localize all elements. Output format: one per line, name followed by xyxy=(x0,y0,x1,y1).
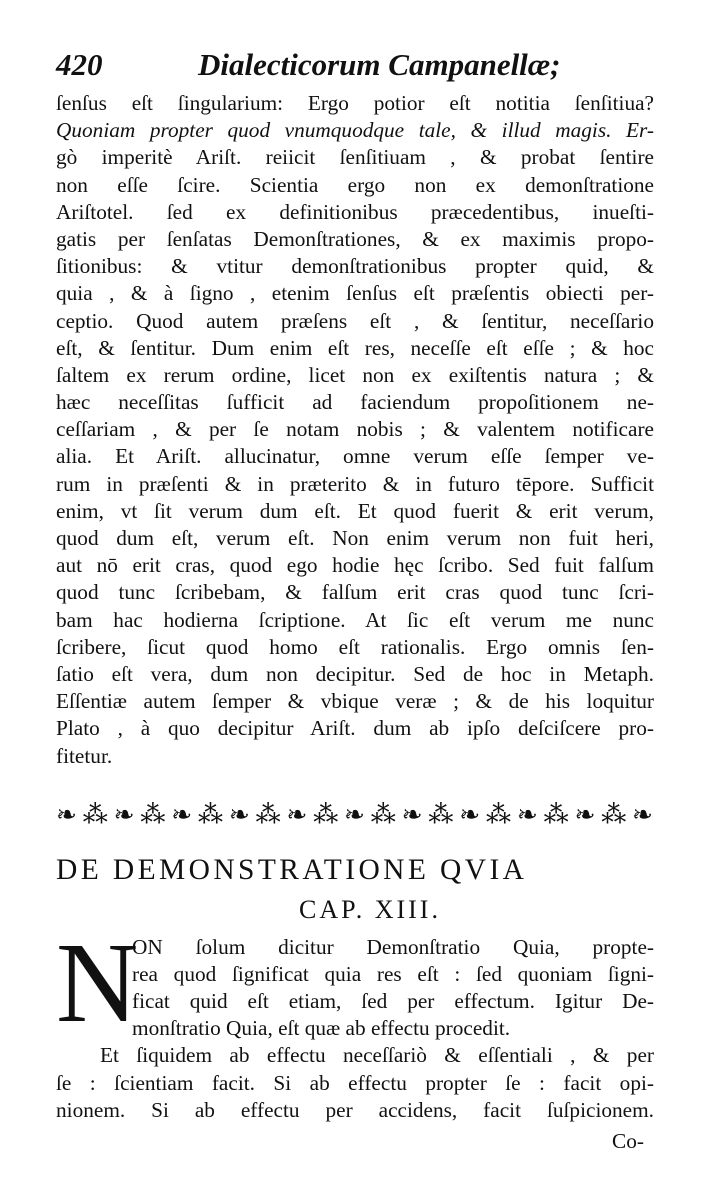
body-text-section-2 xyxy=(56,918,654,1158)
ornament-band: ❧⁂❧⁂❧⁂❧⁂❧⁂❧⁂❧⁂❧⁂❧⁂❧⁂❧ xyxy=(56,801,654,829)
text-line: ceſſariam , & per ſe notam nobis ; & valentem notificare xyxy=(56,417,654,442)
running-head xyxy=(56,40,654,90)
text-line: ceptio. Quod autem præſens eſt , & ſentitur, neceſſario xyxy=(56,308,654,333)
text-line: rum in præſenti & in præterito & in futuro tēpore. Sufficit xyxy=(56,471,654,496)
chapter-number: CAP. XIII. xyxy=(299,894,441,924)
text-line: non eſſe ſcire. Scientia ergo non ex demonſtratione xyxy=(56,172,654,197)
text-line: ſenſus eſt ſingularium: Ergo potior eſt notitia ſenſitiua? xyxy=(56,91,654,115)
text-line: Et ſiquidem ab effectu neceſſariò & eſſentiali , & per xyxy=(100,1043,654,1068)
running-title: Dialecticorum Campanellæ; xyxy=(198,47,561,82)
body-text-section-1 xyxy=(56,90,654,770)
text-line: nionem. Si ab effectu per accidens, facit ſuſpicionem. xyxy=(56,1097,654,1122)
drop-cap: N xyxy=(56,918,139,1046)
text-line: Ariſtotel. ſed ex definitionibus præcedentibus, inueſti- xyxy=(56,199,654,224)
text-line: aut nō erit cras, quod ego hodie hęc ſcribo. Sed fuit falſum xyxy=(56,553,654,578)
text-line: gatis per ſenſatas Demonſtrationes, & ex maximis propo- xyxy=(56,226,654,251)
text-line: eſt, & ſentitur. Dum enim eſt res, neceſſe eſt eſſe ; & hoc xyxy=(56,335,654,360)
text-line: rea quod ſignificat quia res eſt : ſed quoniam ſigni- xyxy=(132,961,654,986)
page-number: 420 xyxy=(56,47,103,82)
page xyxy=(56,40,654,1158)
text-line: fitetur. xyxy=(56,743,113,768)
text-line: ſcribere, ſicut quod homo eſt rationalis. Ergo omnis ſen- xyxy=(56,634,654,659)
text-line: ſatio eſt vera, dum non decipitur. Sed de hoc in Metaph. xyxy=(56,661,654,686)
text-line: quia , & à ſigno , etenim ſenſus eſt præſentis obiecti per- xyxy=(56,281,654,306)
text-line: quod tunc ſcribebam, & falſum erit cras quod tunc ſcri- xyxy=(56,580,654,605)
text-line: gò imperitè Ariſt. reiicit ſenſitiuam , & probat ſentire xyxy=(56,145,654,170)
text-line: ficat quid eſt etiam, ſed per effectum. Igitur De- xyxy=(132,989,654,1014)
text-line: hæc neceſſitas ſufficit ad faciendum propoſitionem ne- xyxy=(56,390,654,415)
catchword: Co- xyxy=(612,1129,644,1153)
text-line: Quoniam propter quod vnumquodque tale, & illud magis. Er- xyxy=(56,118,654,143)
text-line: monſtratio Quia, eſt quæ ab effectu procedit. xyxy=(132,1016,511,1041)
text-line: ſaltem ex rerum ordine, licet non ex exiſtentis natura ; & xyxy=(56,362,654,387)
text-line: Eſſentiæ autem ſemper & vbique veræ ; & de his loquitur xyxy=(56,689,654,714)
text-line: ſe : ſcientiam facit. Si ab effectu propter ſe : facit opi- xyxy=(56,1070,654,1095)
text-line: enim, vt ſit verum dum eſt. Et quod fuerit & erit verum, xyxy=(56,498,654,523)
text-line: bam hac hodierna ſcriptione. At ſic eſt verum me nunc xyxy=(56,607,654,632)
text-line: ON ſolum dicitur Demonſtratio Quia, propte- xyxy=(132,934,654,959)
text-line: ſitionibus: & vtitur demonſtrationibus propter quid, & xyxy=(56,254,654,279)
text-line: quod dum eſt, verum eſt. Non enim verum non fuit heri, xyxy=(56,526,654,550)
chapter-title: DE DEMONSTRATIONE QVIA xyxy=(56,853,528,886)
text-line: Plato , à quo decipitur Ariſt. dum ab ipſo deſciſcere pro- xyxy=(56,716,654,741)
text-line: alia. Et Ariſt. allucinatur, omne verum eſſe ſemper ve- xyxy=(56,444,654,469)
